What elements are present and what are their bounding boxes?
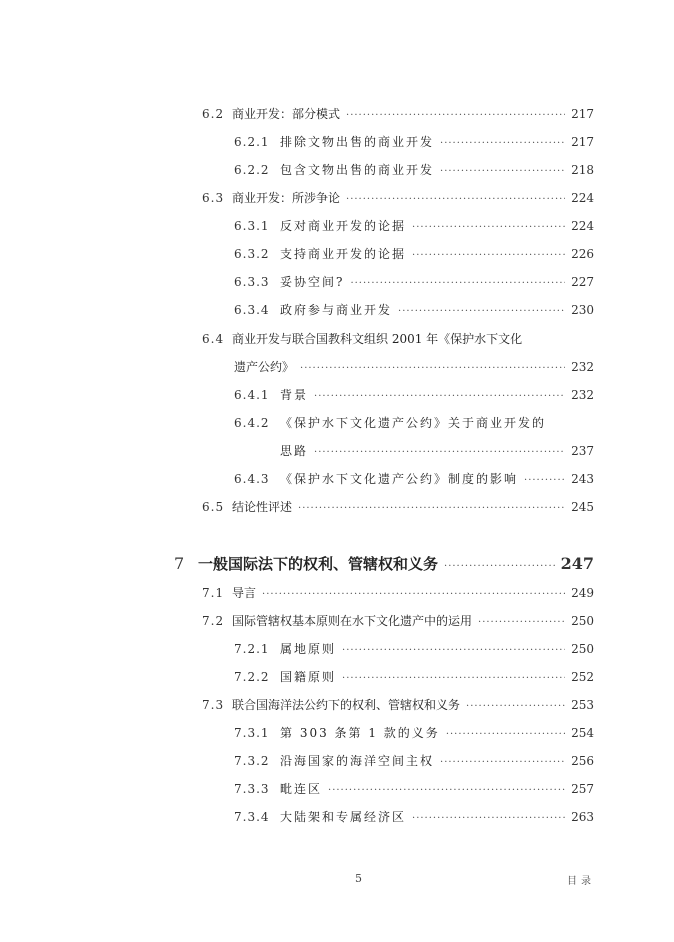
section-number: 7.3.2: [234, 754, 270, 768]
section-number: 6.3.3: [234, 275, 270, 289]
footer-page-number: 5: [355, 872, 362, 885]
section-title: 属地原则: [280, 642, 337, 656]
toc-entry-7-3-3[interactable]: [234, 779, 594, 799]
section-title: 包含文物出售的商业开发: [280, 163, 435, 177]
page-number: 256: [571, 754, 594, 768]
page-number: 245: [571, 500, 594, 514]
section-title: 政府参与商业开发: [280, 303, 393, 317]
dot-leader: [342, 669, 565, 689]
dot-leader: [346, 190, 565, 210]
dot-leader: [478, 613, 565, 633]
page-number: 217: [571, 107, 594, 121]
section-number: 7.1: [202, 586, 225, 600]
dot-leader: [446, 725, 565, 745]
page-number: 224: [571, 219, 594, 233]
chapter-title: 一般国际法下的权利、管辖权和义务: [198, 555, 439, 573]
section-number: 6.3.2: [234, 247, 270, 261]
section-number: 7.2.2: [234, 670, 270, 684]
page-number: 250: [571, 614, 594, 628]
toc-entry-7-1[interactable]: [202, 583, 594, 603]
dot-leader: [440, 162, 565, 182]
page-number: 247: [560, 554, 594, 573]
toc-entry-6-3[interactable]: [202, 188, 594, 208]
toc-entry-7-3-1[interactable]: [234, 723, 594, 743]
section-number: 7.3.4: [234, 810, 270, 824]
chapter-number: 7: [174, 554, 186, 573]
toc-entry-6-4-2-line2[interactable]: [280, 441, 594, 461]
section-number: 6.3: [202, 191, 225, 205]
section-title: 联合国海洋法公约下的权利、管辖权和义务: [232, 698, 461, 712]
page-number: 232: [571, 360, 594, 374]
section-number: 7.3: [202, 698, 225, 712]
toc-entry-6-3-4[interactable]: [234, 300, 594, 320]
dot-leader: [524, 471, 565, 491]
toc-entry-7-3[interactable]: [202, 695, 594, 715]
section-number: 6.4: [202, 332, 225, 346]
section-title: 排除文物出售的商业开发: [280, 135, 435, 149]
toc-entry-6-4-line1[interactable]: [202, 329, 522, 349]
section-number: 6.4.1: [234, 388, 270, 402]
section-number: 7.2: [202, 614, 225, 628]
dot-leader: [262, 585, 565, 605]
toc-entry-7-2-1[interactable]: [234, 639, 594, 659]
toc-entry-6-4-1[interactable]: [234, 385, 594, 405]
section-title: 结论性评述: [232, 500, 293, 514]
page-number: 243: [571, 472, 594, 486]
dot-leader: [412, 218, 565, 238]
section-number: 6.2.2: [234, 163, 270, 177]
page-number: 263: [571, 810, 594, 824]
section-title: 《保护水下文化遗产公约》关于商业开发的: [280, 416, 547, 430]
section-title: 毗连区: [280, 782, 323, 796]
section-number: 7.3.1: [234, 726, 270, 740]
section-title: 国际管辖权基本原则在水下文化遗产中的运用: [232, 614, 473, 628]
page-number: 249: [571, 586, 594, 600]
section-title: 沿海国家的海洋空间主权: [280, 754, 435, 768]
page-number: 217: [571, 135, 594, 149]
page-number: 226: [571, 247, 594, 261]
dot-leader: [440, 753, 565, 773]
section-number: 6.4.2: [234, 416, 270, 430]
toc-entry-7-3-4[interactable]: [234, 807, 594, 827]
toc-entry-6-4-line2[interactable]: [234, 357, 594, 377]
toc-entry-6-3-1[interactable]: [234, 216, 594, 236]
page-number: 252: [571, 670, 594, 684]
dot-leader: [444, 555, 555, 579]
dot-leader: [300, 359, 565, 379]
section-title: 商业开发：所涉争论: [232, 191, 341, 205]
page-number: 250: [571, 642, 594, 656]
toc-chapter-7[interactable]: [174, 552, 594, 576]
toc-entry-6-2-1[interactable]: [234, 132, 594, 152]
section-title: 国籍原则: [280, 670, 337, 684]
toc-entry-6-2-2[interactable]: [234, 160, 594, 180]
section-title: 第 303 条第 1 款的义务: [280, 726, 440, 740]
toc-entry-6-3-3[interactable]: [234, 272, 594, 292]
toc-entry-6-4-2-line1[interactable]: [234, 413, 546, 433]
page-number: 232: [571, 388, 594, 402]
dot-leader: [342, 641, 565, 661]
section-number: 6.2.1: [234, 135, 270, 149]
footer-running-title: 目录: [567, 876, 595, 887]
toc-entry-6-3-2[interactable]: [234, 244, 594, 264]
dot-leader: [328, 781, 565, 801]
section-title: 商业开发与联合国教科文组织 2001 年《保护水下文化: [232, 332, 523, 346]
page-number: 253: [571, 698, 594, 712]
section-title: 背景: [280, 388, 309, 402]
section-title: 商业开发：部分模式: [232, 107, 341, 121]
section-number: 6.2: [202, 107, 225, 121]
page-number: 230: [571, 303, 594, 317]
dot-leader: [314, 443, 565, 463]
section-title: 支持商业开发的论据: [280, 247, 407, 261]
page-number: 257: [571, 782, 594, 796]
section-title: 导言: [232, 586, 257, 600]
page-number: 218: [571, 163, 594, 177]
page-number: 237: [571, 444, 594, 458]
page-number: 227: [571, 275, 594, 289]
section-number: 6.4.3: [234, 472, 270, 486]
section-number: 7.2.1: [234, 642, 270, 656]
toc-entry-7-2-2[interactable]: [234, 667, 594, 687]
toc-entry-7-2[interactable]: [202, 611, 594, 631]
section-title-continued: 遗产公约》: [234, 360, 295, 374]
dot-leader: [350, 274, 565, 294]
toc-entry-6-5[interactable]: [202, 497, 594, 517]
section-title-continued: 思路: [280, 444, 309, 458]
page-number: 224: [571, 191, 594, 205]
dot-leader: [440, 134, 565, 154]
dot-leader: [346, 106, 565, 126]
dot-leader: [314, 387, 565, 407]
toc-entry-6-4-3[interactable]: [234, 469, 594, 489]
section-title: 妥协空间?: [280, 275, 345, 289]
page-number: 254: [571, 726, 594, 740]
dot-leader: [298, 499, 565, 519]
dot-leader: [412, 246, 565, 266]
section-number: 6.3.4: [234, 303, 270, 317]
dot-leader: [466, 697, 565, 717]
section-number: 6.3.1: [234, 219, 270, 233]
section-title: 反对商业开发的论据: [280, 219, 407, 233]
section-number: 6.5: [202, 500, 225, 514]
dot-leader: [412, 809, 565, 829]
section-title: 大陆架和专属经济区: [280, 810, 407, 824]
section-number: 7.3.3: [234, 782, 270, 796]
toc-entry-6-2[interactable]: [202, 104, 594, 124]
toc-entry-7-3-2[interactable]: [234, 751, 594, 771]
dot-leader: [398, 302, 565, 322]
section-title: 《保护水下文化遗产公约》制度的影响: [280, 472, 519, 486]
